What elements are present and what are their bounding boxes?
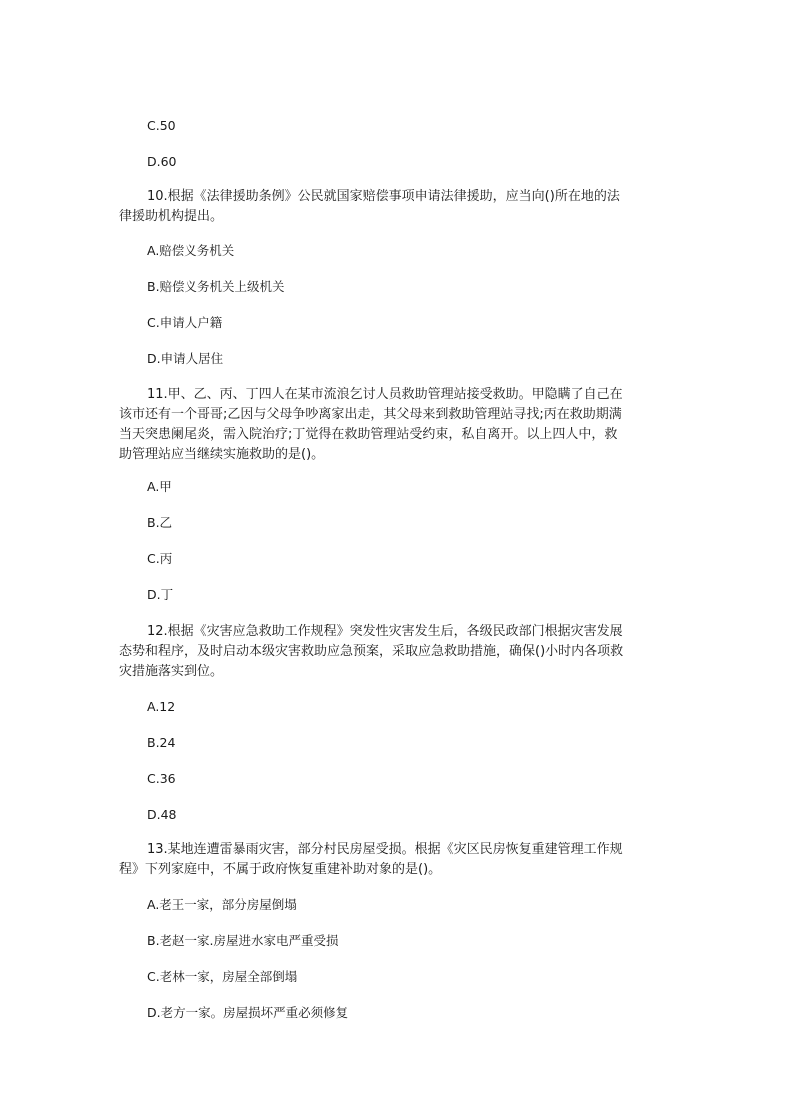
question-13-line-2: 程》下列家庭中，不属于政府恢复重建补助对象的是()。	[119, 862, 442, 877]
question-11-option-a: A.甲	[147, 479, 172, 494]
question-12-option-a: A.12	[147, 699, 176, 714]
question-13-option-d: D.老方一家。房屋损坏严重必须修复	[147, 1005, 349, 1020]
question-11-line-1: 11.甲、乙、丙、丁四人在某市流浪乞讨人员救助管理站接受救助。甲隐瞒了自己在	[147, 387, 623, 402]
option-d-prev: D.60	[147, 154, 177, 169]
question-12-line-2: 态势和程序，及时启动本级灾害救助应急预案，采取应急救助措施，确保()小时内各项救	[119, 644, 624, 659]
question-12-option-d: D.48	[147, 807, 177, 822]
question-10	[119, 187, 664, 227]
question-10-line-1: 10.根据《法律援助条例》公民就国家赔偿事项申请法律援助，应当向()所在地的法	[147, 189, 620, 204]
question-11-line-4: 助管理站应当继续实施救助的是()。	[119, 447, 325, 462]
question-11-line-2: 该市还有一个哥哥;乙因与父母争吵离家出走，其父母来到救助管理站寻找;丙在救助期满	[119, 407, 622, 422]
option-c-prev: C.50	[147, 118, 176, 133]
question-13-option-c: C.老林一家，房屋全部倒塌	[147, 969, 298, 984]
question-11-option-b: B.乙	[147, 515, 173, 530]
question-13	[119, 840, 664, 880]
question-10-option-b: B.赔偿义务机关上级机关	[147, 279, 285, 294]
question-10-option-d: D.申请人居住	[147, 351, 224, 366]
question-12-option-c: C.36	[147, 771, 176, 786]
question-13-option-a: A.老王一家，部分房屋倒塌	[147, 897, 297, 912]
question-10-line-2: 律援助机构提出。	[119, 209, 224, 224]
question-11-line-3: 当天突患阑尾炎，需入院治疗;丁觉得在救助管理站受约束，私自离开。以上四人中，救	[119, 427, 618, 442]
question-10-option-a: A.赔偿义务机关	[147, 243, 235, 258]
question-10-option-c: C.申请人户籍	[147, 315, 223, 330]
question-11	[119, 385, 664, 465]
question-12-option-b: B.24	[147, 735, 176, 750]
question-11-option-d: D.丁	[147, 587, 174, 602]
question-11-option-c: C.丙	[147, 551, 173, 566]
question-12-line-1: 12.根据《灾害应急救助工作规程》突发性灾害发生后，各级民政部门根据灾害发展	[147, 624, 623, 639]
question-13-line-1: 13.某地连遭雷暴雨灾害，部分村民房屋受损。根据《灾区民房恢复重建管理工作规	[147, 842, 623, 857]
question-12-line-3: 灾措施落实到位。	[119, 664, 224, 679]
question-12	[119, 622, 664, 682]
question-13-option-b: B.老赵一家.房屋进水家电严重受损	[147, 933, 339, 948]
